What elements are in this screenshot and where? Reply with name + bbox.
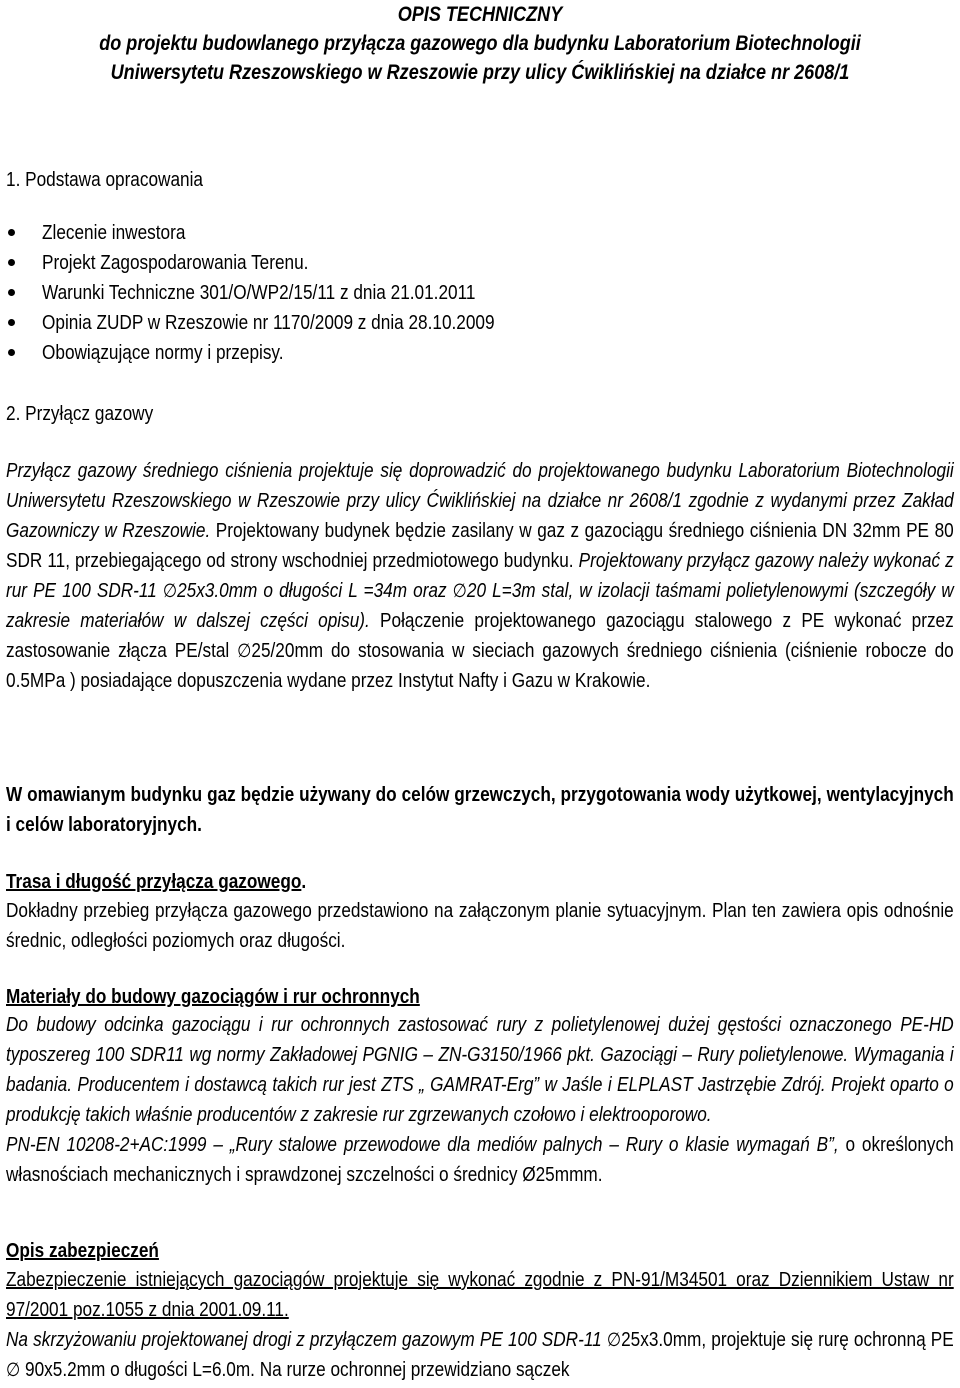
list-item: Opinia ZUDP w Rzeszowie nr 1170/2009 z dnia 28.10.2009 bbox=[6, 308, 568, 338]
bullet-icon bbox=[8, 319, 15, 326]
bullet-icon bbox=[8, 289, 15, 296]
title-line-3: Uniwersytetu Rzeszowskiego w Rzeszowie przy ulicy Ćwiklińskiej na działce nr 2608/1 bbox=[110, 61, 850, 84]
bullet-icon bbox=[8, 259, 15, 266]
route-text: Dokładny przebieg przyłącza gazowego przedstawiono na załączonym planie sytuacyjnym. Plan ten zawiera opis odnośnie średnic, odległości poziomych oraz długości. bbox=[6, 900, 954, 952]
materials-heading: Materiały do budowy gazociągów i rur ochronnych bbox=[6, 986, 420, 1008]
gas-connection-description: Przyłącz gazowy średniego ciśnienia projektuje się doprowadzić do projektowanego budynku Laboratorium Biotechnologii Uniwersytetu Rzeszowskiego w Rzeszowie przy ulicy Ćwiklińskiej na działce nr 2608/1 zgodnie z wydanymi przez Zakład Gazowniczy w Rzeszowie. Projektowany budynek będzie zasilany w gaz z gazociągu średniego ciśnienia DN 32mm PE 80 SDR 11, przebiegającego od strony wschodniej przedmiotowego budynku. Projektowany przyłącz gazowy należy wykonać z rur PE 100 SDR-11 ∅25x3.0mm o długości L =34m oraz ∅20 L=3m stal, w izolacji taśmami polietylenowymi (szczegóły w zakresie materiałów w dalszej części opisu). Połączenie projektowanego gazociągu stalowego z PE wykonać przez zastosowanie złącza PE/stal ∅25/20mm do stosowania w sieciach gazowych średniego ciśnienia (ciśnienie robocze do 0.5MPa ) posiadające dopuszczenia wydane przez Instytut Nafty i Gazu w Krakowie. bbox=[6, 460, 954, 692]
section-1-heading: 1. Podstawa opracowania bbox=[6, 169, 203, 191]
list-item: Warunki Techniczne 301/O/WP2/15/11 z dnia 21.01.2011 bbox=[6, 278, 568, 308]
diameter-symbol: ∅ bbox=[452, 580, 467, 602]
basis-list bbox=[6, 218, 568, 368]
list-item: Projekt Zagospodarowania Terenu. bbox=[6, 248, 568, 278]
route-heading: Trasa i długość przyłącza gazowego. bbox=[6, 871, 307, 893]
protection-heading: Opis zabezpieczeń bbox=[6, 1240, 159, 1262]
bullet-icon bbox=[8, 229, 15, 236]
diameter-symbol: ∅ bbox=[6, 1359, 21, 1381]
section-2-heading: 2. Przyłącz gazowy bbox=[6, 403, 154, 425]
diameter-symbol: ∅ bbox=[606, 1329, 622, 1351]
title-line-2: do projektu budowlanego przyłącza gazowego dla budynku Laboratorium Biotechnologii bbox=[99, 32, 861, 55]
route-section bbox=[6, 868, 355, 896]
bullet-icon bbox=[8, 349, 15, 356]
document-title bbox=[72, 0, 887, 87]
diameter-symbol: ∅ bbox=[237, 640, 252, 662]
gas-usage-statement: W omawianym budynku gaz będzie używany do celów grzewczych, przygotowania wody użytkowej, wentylacyjnych i celów laboratoryjnych. bbox=[6, 784, 954, 836]
materials-text: Do budowy odcinka gazociągu i rur ochronnych zastosować rury z polietylenowej dużej gęstości oznaczonego PE-HD typoszereg 100 SDR11 wg normy Zakładowej PGNIG – ZN-G3150/1966 pkt. Gazociągi – Rury polietylenowe. Wymagania i badania. Producentem i dostawcą takich rur jest ZTS „ GAMRAT-Erg” w Jaśle i ELPLAST Jastrzębie Zdrój. Projekt oparto o produkcję takich właśnie producentów z zakresie rur zgrzewanych czołowo i elektrooporowo. PN-EN 10208-2+AC:1999 – „Rury stalowe przewodowe dla mediów palnych – Rury o klasie wymagań B”, o określonych własnościach mechanicznych i sprawdzonej szczelności o średnicy Ø25mmm. bbox=[6, 1014, 954, 1186]
diameter-symbol: ∅ bbox=[162, 580, 178, 602]
list-item: Obowiązujące normy i przepisy. bbox=[6, 338, 568, 368]
title-line-1: OPIS TECHNICZNY bbox=[397, 3, 563, 26]
list-item: Zlecenie inwestora bbox=[6, 218, 568, 248]
protection-text: Zabezpieczenie istniejących gazociągów projektuje się wykonać zgodnie z PN-91/M34501 oraz Dziennikiem Ustaw nr 97/2001 poz.1055 z dnia 2001.09.11. Na skrzyżowaniu projektowanej drogi z przyłączem gazowym PE 100 SDR-11 ∅25x3.0mm, projektuje się rurę ochronną PE ∅ 90x5.2mm o długości L=6.0m. Na rurze ochronnej przewidziano sączek bbox=[6, 1269, 954, 1381]
